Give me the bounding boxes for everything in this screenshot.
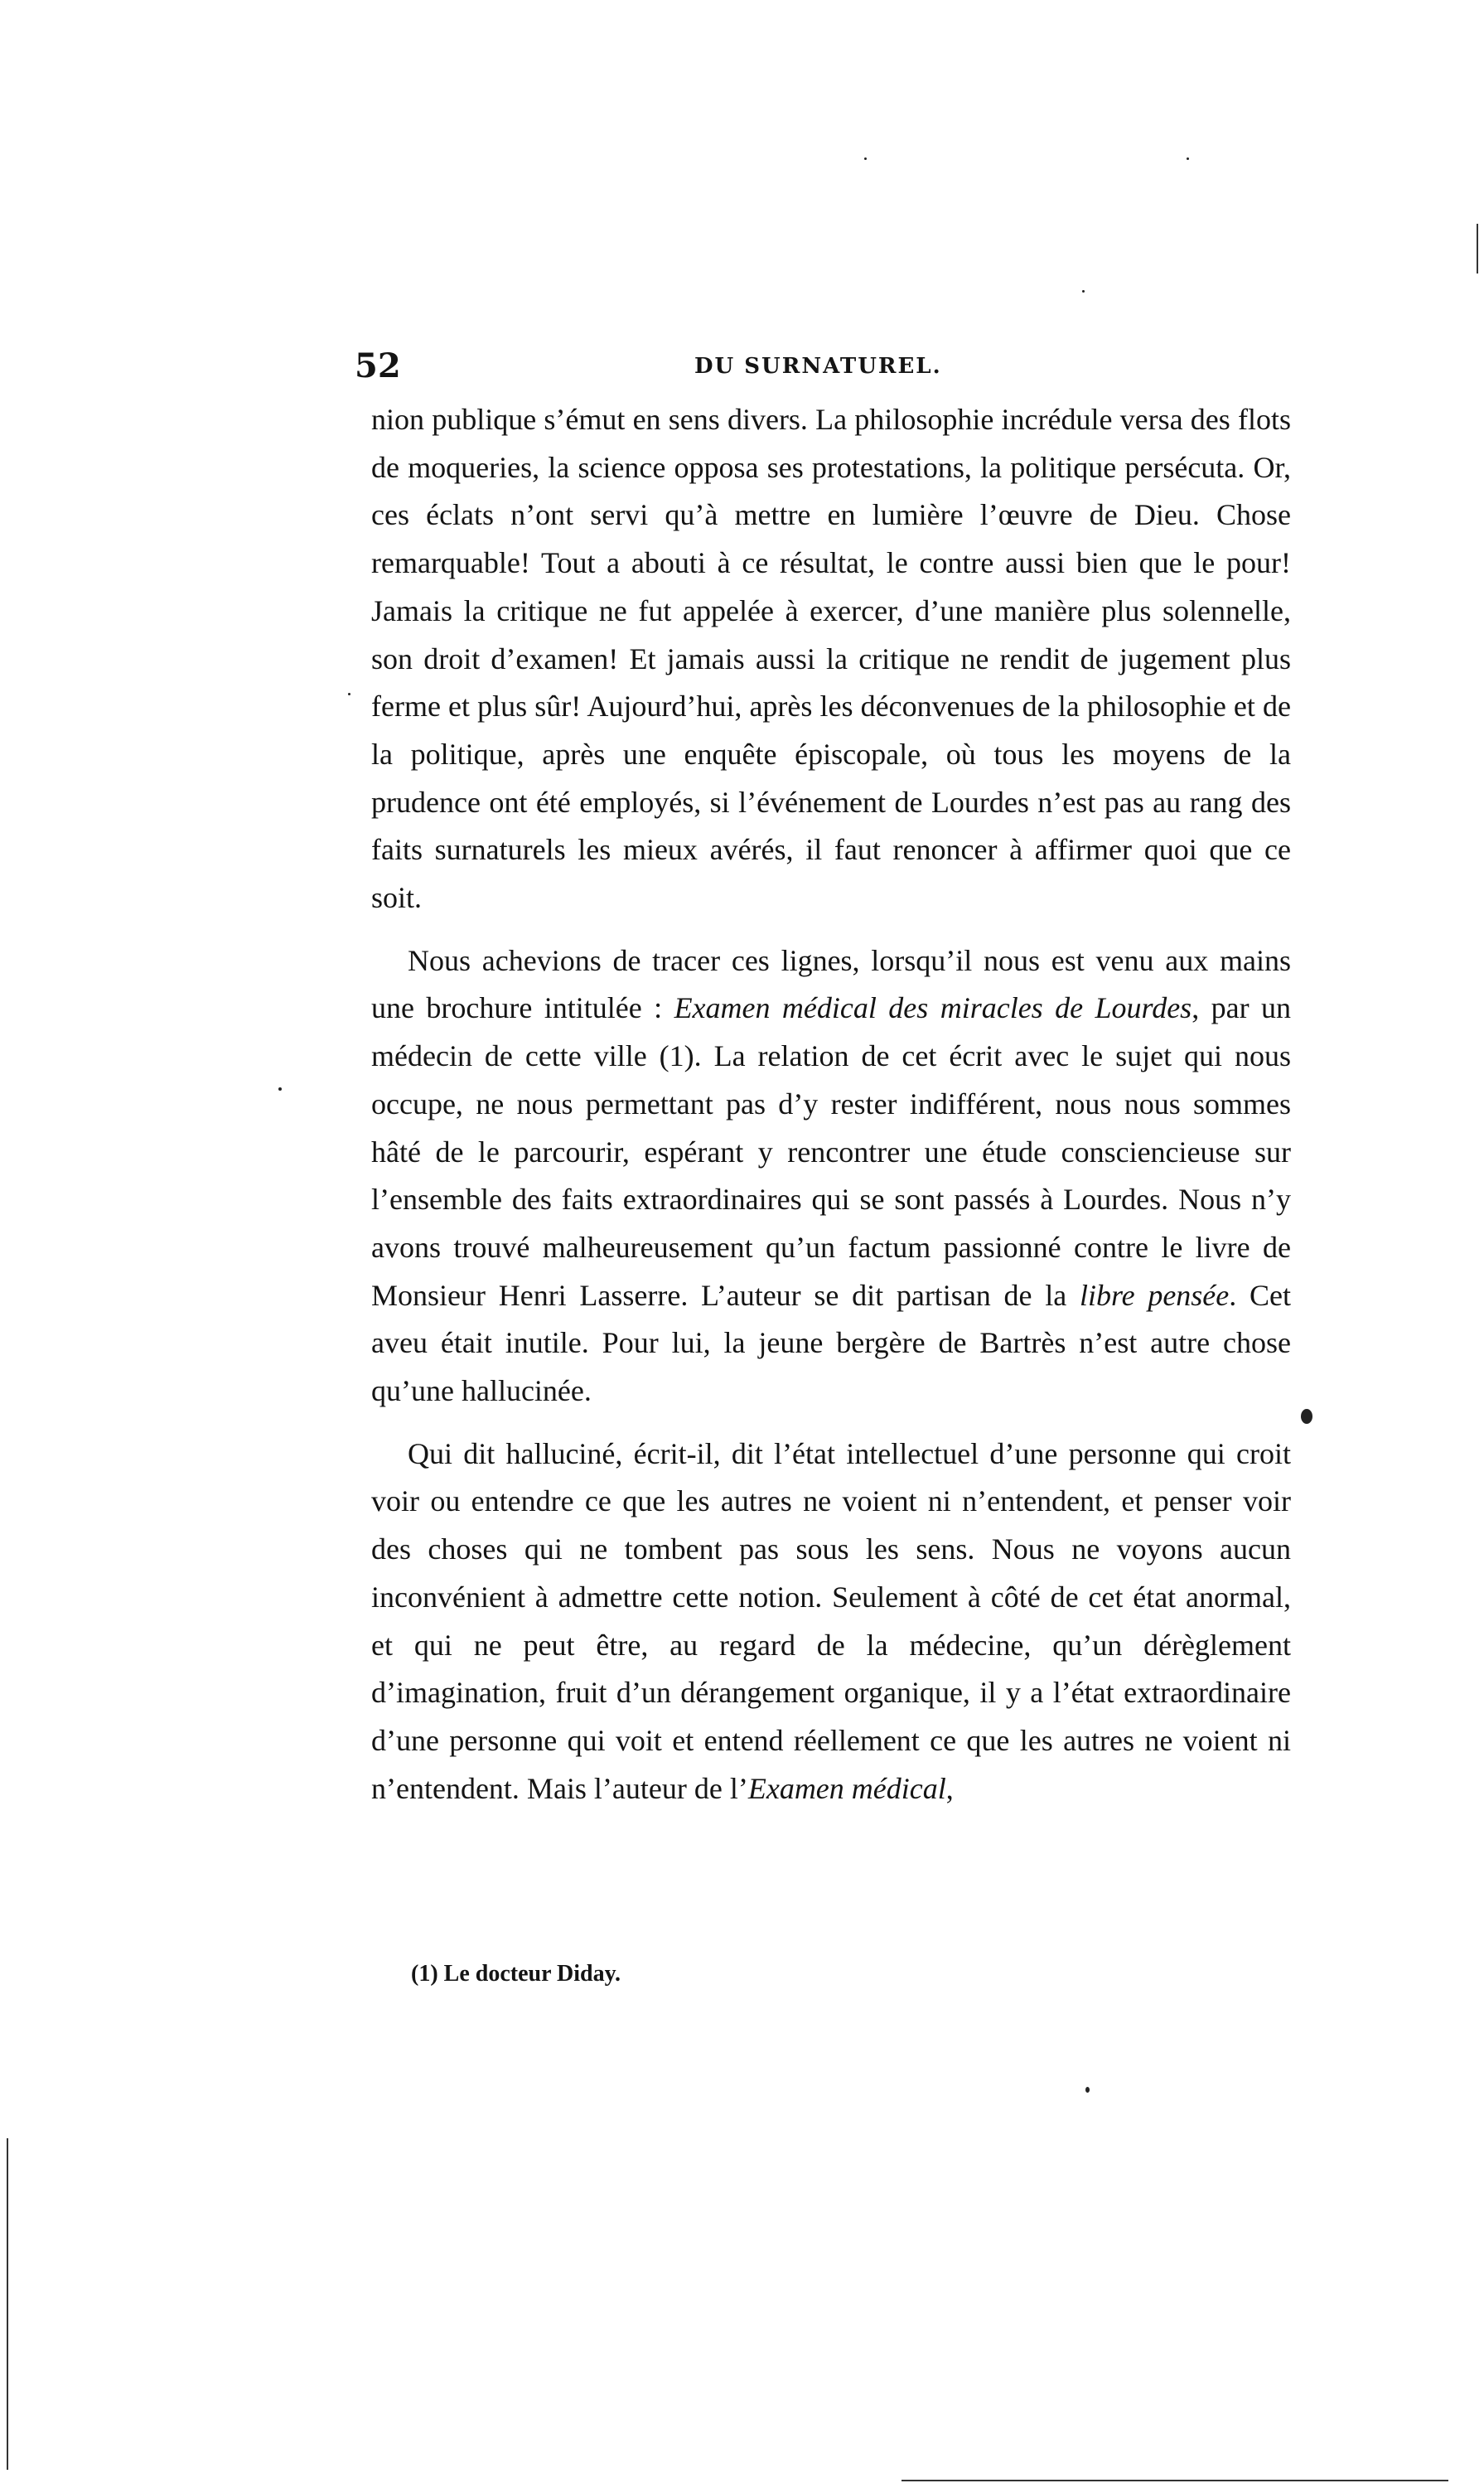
ink-speck bbox=[1301, 1409, 1312, 1424]
ink-speck bbox=[864, 157, 867, 160]
running-head: DU SURNATUREL. bbox=[694, 354, 942, 379]
page-number: 52 bbox=[355, 346, 401, 385]
italic-text-segment: Examen médical des miracles de Lourdes bbox=[674, 991, 1192, 1025]
text-segment: Nous achevions de tracer ces lignes, lorsqu’il nous est venu aux mains une brochure intitulée : bbox=[371, 943, 1291, 1025]
ink-speck bbox=[1085, 2087, 1090, 2093]
paragraph-1 bbox=[371, 396, 1291, 922]
page-header bbox=[355, 341, 1308, 391]
scan-edge-line bbox=[902, 2480, 1448, 2481]
text-segment: Qui dit halluciné, écrit-il, dit l’état intellectuel d’une personne qui croit voir ou entendre ce que les autres ne voient ni n’entendent, et penser voir des choses qui ne tombent pas sous les sens. Nous ne voyons aucun inconvénient à admettre cette notion. Seulement à côté de cet état anormal, et qui ne peut être, au regard de la médecine, qu’un dérèglement d’imagination, fruit d’un dérangement organique, il y a l’état extraordinaire d’une personne qui voit et entend réellement ce que les autres ne voient ni n’entendent. Mais l’auteur de l’ bbox=[371, 1436, 1291, 1805]
text-segment: , par un médecin de cette ville (1). La relation de cet écrit avec le sujet qui nous occupe, ne nous permettant pas d’y rester indifférent, nous nous sommes hâté de le parcourir, espérant y rencontrer une étude consciencieuse sur l’ensemble des faits extraordinaires qui se sont passés à Lourdes. Nous n’y avons trouvé malheureusement qu’un factum passionné contre le livre de Monsieur Henri Lasserre. L’auteur se dit partisan de la bbox=[371, 991, 1291, 1312]
scan-edge-line bbox=[1477, 224, 1478, 273]
ink-speck bbox=[1187, 157, 1189, 160]
paragraph-3 bbox=[371, 1430, 1291, 1813]
scan-edge-line bbox=[7, 2138, 8, 2470]
italic-text-segment: libre pensée bbox=[1079, 1278, 1230, 1312]
ink-speck bbox=[278, 1087, 282, 1091]
body-text bbox=[371, 396, 1291, 1813]
ink-speck bbox=[1082, 290, 1085, 293]
text-segment: , bbox=[945, 1771, 954, 1805]
footnote: (1) Le docteur Diday. bbox=[411, 1961, 621, 1987]
text-segment: nion publique s’émut en sens divers. La philosophie incrédule versa des flots de moqueries, la science opposa ses protestations, la politique persécuta. Or, ces éclats n’ont servi qu’à mettre en lumière l’œuvre de Dieu. Chose remarquable! Tout a abouti à ce résultat, le contre aussi bien que le pour! Jamais la critique ne fut appelée à exercer, d’une manière plus solennelle, son droit d’examen! Et jamais aussi la critique ne rendit de jugement plus ferme et plus sûr! Aujourd’hui, après les déconvenues de la philosophie et de la politique, après une enquête épiscopale, où tous les moyens de la prudence ont été employés, si l’événement de Lourdes n’est pas au rang des faits surnaturels les mieux avérés, il faut renoncer à affirmer quoi que ce soit. bbox=[371, 403, 1291, 915]
italic-text-segment: Examen médical bbox=[747, 1771, 946, 1805]
paragraph-2 bbox=[371, 937, 1291, 1416]
text-segment: . Cet aveu était inutile. Pour lui, la jeune bergère de Bartrès n’est autre chose qu’une hallucinée. bbox=[371, 1278, 1291, 1408]
ink-speck bbox=[348, 693, 350, 695]
